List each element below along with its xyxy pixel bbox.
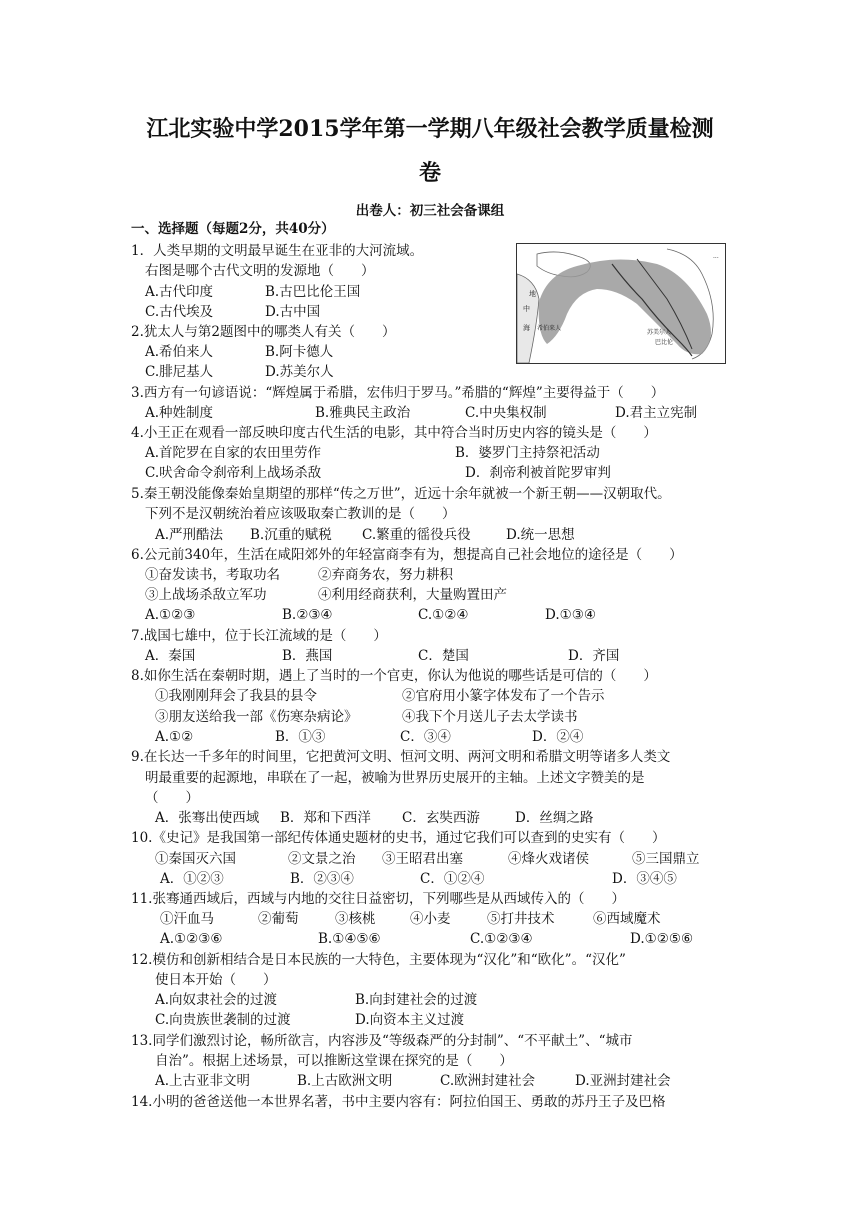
q12-option-c: C.向贵族世袭制的过渡 bbox=[155, 1012, 291, 1028]
q3-option-b: B.雅典民主政治 bbox=[315, 405, 411, 421]
q11-option-d: D.①②⑤⑥ bbox=[630, 931, 694, 947]
q4-option-c: C.吠舍命令刹帝利上战场杀敌 bbox=[145, 465, 322, 481]
q7-option-a: A．秦国 bbox=[145, 648, 196, 664]
q5-option-b: B.沉重的赋税 bbox=[250, 527, 332, 543]
q2-option-d: D.苏美尔人 bbox=[265, 364, 334, 380]
q11-item-1: ①汗血马 bbox=[160, 911, 214, 927]
question-9-stem: 9.在长达一千多年的时间里，它把黄河文明、恒河文明、两河文明和希腊文明等诸多人类文 bbox=[131, 749, 671, 765]
q10-option-a: A．①②③ bbox=[160, 871, 224, 887]
q10-option-d: D．③④⑤ bbox=[612, 871, 677, 887]
q8-option-a: A.①② bbox=[155, 729, 194, 745]
q11-item-5: ⑤打井技术 bbox=[487, 911, 555, 927]
map-label-sumer: 苏美尔人 bbox=[647, 329, 672, 336]
question-1-stem: 1．人类早期的文明最早诞生在亚非的大河流域。 bbox=[131, 243, 424, 259]
q8-item-2: ②官府用小篆字体发布了一个告示 bbox=[402, 688, 605, 704]
question-11-stem: 11.张骞通西域后，西域与内地的交往日益密切，下列哪些是从西域传入的（ ） bbox=[131, 891, 625, 907]
question-8-stem: 8.如你生活在秦朝时期，遇上了当时的一个官吏，你认为他说的哪些话是可信的（ ） bbox=[131, 668, 657, 684]
q5-option-a: A.严刑酷法 bbox=[155, 527, 224, 543]
q8-item-3: ③朋友送给我一部《伤寒杂病论》 bbox=[155, 709, 358, 725]
question-4-stem: 4.小王正在观看一部反映印度古代生活的电影，其中符合当时历史内容的镜头是（ ） bbox=[131, 425, 657, 441]
svg-text:...: ... bbox=[713, 253, 719, 260]
question-3-stem: 3.西方有一句谚语说：“辉煌属于希腊，宏伟归于罗马。”希腊的“辉煌”主要得益于（ ） bbox=[131, 385, 665, 401]
q6-item-2: ②弃商务农，努力耕积 bbox=[318, 567, 453, 583]
map-label-sea-1: 地 bbox=[529, 290, 536, 298]
question-5-prompt: 下列不是汉朝统治着应该吸取秦亡教训的是（ ） bbox=[145, 506, 456, 522]
q13-option-d: D.亚洲封建社会 bbox=[575, 1073, 671, 1089]
q3-option-c: C.中央集权制 bbox=[465, 405, 547, 421]
ancient-civilization-map bbox=[516, 243, 726, 364]
q5-option-c: C.繁重的徭役兵役 bbox=[362, 527, 471, 543]
exam-title-line-1: 江北实验中学2015学年第一学期八年级社会教学质量检测 bbox=[146, 116, 714, 142]
q10-option-b: B．②③④ bbox=[290, 871, 354, 887]
map-label-hebrew: 希伯来人 bbox=[537, 325, 562, 332]
question-12-stem-cont: 使日本开始（ ） bbox=[155, 972, 277, 988]
q10-item-3: ③王昭君出塞 bbox=[382, 851, 463, 867]
q6-option-a: A.①②③ bbox=[145, 607, 196, 623]
map-label-sea-2: 中 bbox=[523, 305, 530, 313]
question-14-stem: 14.小明的爸爸送他一本世界名著，书中主要内容有：阿拉伯国王、勇敢的苏丹王子及巴格 bbox=[131, 1094, 666, 1110]
q1-option-a: A.古代印度 bbox=[145, 284, 214, 300]
q6-option-c: C.①②④ bbox=[418, 607, 469, 623]
map-illustration bbox=[517, 244, 725, 363]
q13-option-b: B.上古欧洲文明 bbox=[297, 1073, 393, 1089]
q9-option-a: A．张骞出使西域 bbox=[155, 810, 260, 826]
question-1-prompt: 右图是哪个古代文明的发源地（ ） bbox=[145, 263, 375, 279]
question-13-stem-cont: 自治”。根据上述场景，可以推断这堂课在探究的是（ ） bbox=[155, 1053, 513, 1069]
q12-option-a: A.向奴隶社会的过渡 bbox=[155, 992, 278, 1008]
q4-option-d: D．刹帝利被首陀罗审判 bbox=[465, 465, 611, 481]
q1-option-b: B.古巴比伦王国 bbox=[265, 284, 361, 300]
q11-option-c: C.①②③④ bbox=[470, 931, 533, 947]
q10-option-c: C．①②④ bbox=[420, 871, 485, 887]
q6-item-4: ④利用经商获利，大量购置田产 bbox=[318, 587, 507, 603]
q11-option-a: A.①②③⑥ bbox=[160, 931, 223, 947]
q8-option-b: B．①③ bbox=[275, 729, 326, 745]
q4-option-b: B．婆罗门主持祭祀活动 bbox=[455, 445, 600, 461]
q11-item-4: ④小麦 bbox=[410, 911, 451, 927]
q9-option-d: D．丝绸之路 bbox=[515, 810, 594, 826]
q8-option-d: D．②④ bbox=[532, 729, 584, 745]
q7-option-d: D．齐国 bbox=[568, 648, 620, 664]
q13-option-c: C.欧洲封建社会 bbox=[440, 1073, 536, 1089]
q8-option-c: C．③④ bbox=[400, 729, 451, 745]
q8-item-1: ①我刚刚拜会了我县的县令 bbox=[155, 688, 317, 704]
question-12-stem: 12.模仿和创新相结合是日本民族的一大特色，主要体现为“汉化”和“欧化”。“汉化” bbox=[131, 952, 626, 968]
q2-option-b: B.阿卡德人 bbox=[265, 344, 334, 360]
q6-option-b: B.②③④ bbox=[282, 607, 333, 623]
q12-option-d: D.向资本主义过渡 bbox=[355, 1012, 465, 1028]
q6-option-d: D.①③④ bbox=[545, 607, 596, 623]
q7-option-c: C．楚国 bbox=[418, 648, 469, 664]
question-2-stem: 2.犹太人与第2题图中的哪类人有关（ ） bbox=[131, 324, 396, 340]
question-13-stem: 13.同学们激烈讨论，畅所欲言，内容涉及“等级森严的分封制”、“不平献土”、“城市 bbox=[131, 1033, 633, 1049]
q1-option-d: D.古中国 bbox=[265, 304, 321, 320]
q9-option-b: B．郑和下西洋 bbox=[280, 810, 371, 826]
q1-option-c: C.古代埃及 bbox=[145, 304, 214, 320]
question-5-stem: 5.秦王朝没能像秦始皇期望的那样“传之万世”，近远十余年就被一个新王朝——汉朝取代。 bbox=[131, 486, 671, 502]
q5-option-d: D.统一思想 bbox=[506, 527, 575, 543]
q3-option-a: A.种姓制度 bbox=[145, 405, 214, 421]
q11-item-2: ②葡萄 bbox=[258, 911, 299, 927]
q9-option-c: C．玄奘西游 bbox=[402, 810, 480, 826]
map-label-sea-3: 海 bbox=[523, 324, 530, 332]
q13-option-a: A.上古亚非文明 bbox=[155, 1073, 251, 1089]
q6-item-1: ①奋发读书，考取功名 bbox=[145, 567, 280, 583]
q4-option-a: A.首陀罗在自家的农田里劳作 bbox=[145, 445, 322, 461]
question-9-stem-cont: 明最重要的起源地，串联在了一起，被喻为世界历史展开的主轴。上述文字赞美的是 bbox=[145, 770, 645, 786]
q10-item-1: ①秦国灭六国 bbox=[155, 851, 236, 867]
question-9-blank: （ ） bbox=[145, 790, 199, 806]
q8-item-4: ④我下个月送儿子去太学读书 bbox=[402, 709, 578, 725]
q11-item-3: ③核桃 bbox=[335, 911, 376, 927]
q12-option-b: B.向封建社会的过渡 bbox=[355, 992, 478, 1008]
question-10-stem: 10.《史记》是我国第一部纪传体通史题材的史书，通过它我们可以查到的史实有（ ） bbox=[131, 830, 666, 846]
q6-item-3: ③上战场杀敌立军功 bbox=[145, 587, 267, 603]
q3-option-d: D.君主立宪制 bbox=[615, 405, 698, 421]
q11-option-b: B.①④⑤⑥ bbox=[318, 931, 381, 947]
exam-setter: 出卷人：初三社会备课组 bbox=[355, 203, 505, 219]
q10-item-4: ④烽火戏诸侯 bbox=[508, 851, 589, 867]
q10-item-5: ⑤三国鼎立 bbox=[632, 851, 700, 867]
q2-option-c: C.腓尼基人 bbox=[145, 364, 214, 380]
question-7-stem: 7.战国七雄中，位于长江流域的是（ ） bbox=[131, 628, 387, 644]
section-heading: 一、选择题（每题2分，共40分） bbox=[131, 221, 335, 237]
q7-option-b: B．燕国 bbox=[282, 648, 333, 664]
exam-title-line-2: 卷 bbox=[418, 160, 441, 186]
question-6-stem: 6.公元前340年，生活在咸阳郊外的年轻富商李有为，想提高自己社会地位的途径是（ ） bbox=[131, 547, 683, 563]
q11-item-6: ⑥西域魔术 bbox=[593, 911, 661, 927]
map-label-babylon: 巴比伦 bbox=[655, 339, 674, 346]
q10-item-2: ②文景之治 bbox=[288, 851, 356, 867]
q2-option-a: A.希伯来人 bbox=[145, 344, 214, 360]
